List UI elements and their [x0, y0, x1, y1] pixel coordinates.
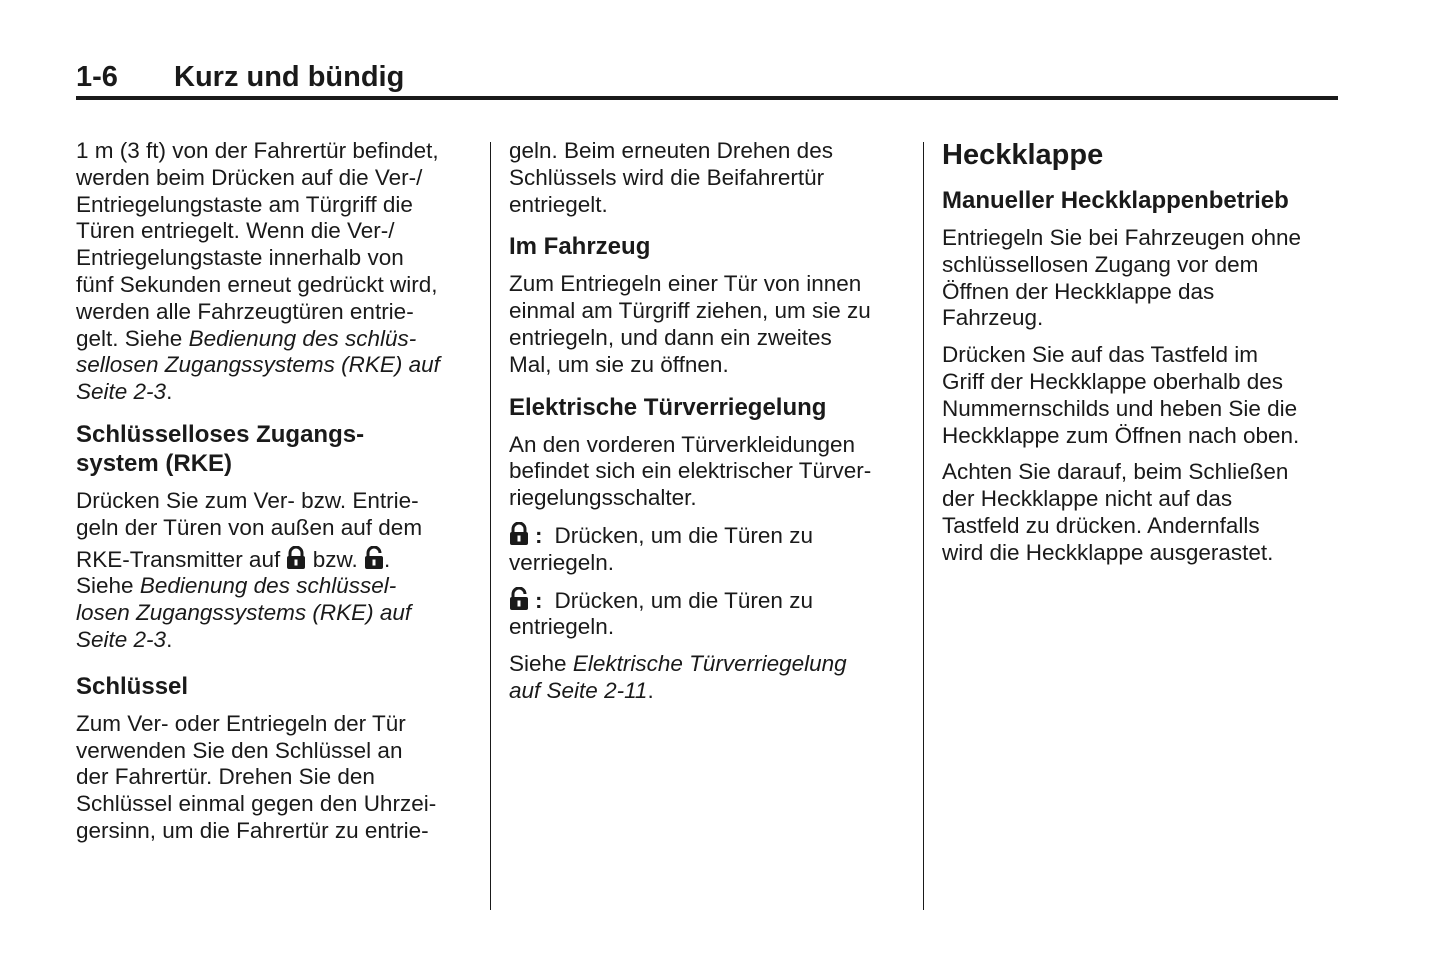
- text-line: Zum Ver- oder Entriegeln der Tür: [76, 710, 406, 736]
- text-fragment: gelt. Siehe: [76, 325, 189, 351]
- heading-manual-liftgate: Manueller Heckklappenbetrieb: [942, 187, 1289, 214]
- cross-reference[interactable]: losen Zugangssystems (RKE) auf: [76, 600, 412, 626]
- column-2: [509, 138, 909, 715]
- heading-key: Schlüssel: [76, 672, 189, 700]
- text-line: der Fahrertür. Drehen Sie den: [76, 764, 375, 790]
- heading-power-locks: Elektrische Türverriegelung: [509, 393, 827, 421]
- text-fragment: .: [166, 626, 173, 652]
- text-line: Griff der Heckklappe oberhalb des: [942, 368, 1284, 394]
- column-divider-2: [923, 142, 924, 910]
- text-line: Entriegeln Sie bei Fahrzeugen ohne: [942, 225, 1302, 250]
- cross-reference[interactable]: auf Seite 2-11: [509, 677, 648, 703]
- text-line: Zum Entriegeln einer Tür von innen: [509, 271, 862, 297]
- heading-liftgate: Heckklappe: [942, 139, 1104, 171]
- text-line: wird die Heckklappe ausgerastet.: [942, 539, 1274, 565]
- lock-open-icon: [509, 587, 529, 611]
- paragraph-key: [76, 711, 476, 845]
- text-line: geln. Beim erneuten Drehen des: [509, 138, 833, 163]
- text-line: verriegeln.: [509, 549, 615, 575]
- heading-rke-system: [76, 420, 476, 478]
- text-line: einmal am Türgriff ziehen, um sie zu: [509, 298, 871, 324]
- text-fragment: Siehe: [509, 651, 573, 677]
- text-line: Tastfeld zu drücken. Andernfalls: [942, 512, 1260, 538]
- text-line: Nummernschilds und heben Sie die: [942, 395, 1298, 421]
- lock-instruction: [509, 522, 909, 577]
- paragraph-rke-usage: [76, 488, 476, 654]
- text-line: werden beim Drücken auf die Ver-/: [76, 164, 423, 190]
- text-fragment: .: [647, 677, 654, 703]
- heading-line: Schlüsselloses Zugangs-: [76, 420, 365, 448]
- text-fragment: bzw.: [306, 546, 364, 572]
- cross-reference[interactable]: Seite 2-3: [76, 379, 167, 405]
- column-1: [76, 138, 476, 855]
- heading-inside-vehicle: Im Fahrzeug: [509, 233, 651, 261]
- lock-closed-icon: [286, 546, 306, 570]
- paragraph-rke-range: [76, 138, 476, 406]
- cross-reference[interactable]: sellosen Zugangssystems (RKE) auf: [76, 352, 440, 378]
- paragraph-liftgate-open: [942, 342, 1342, 449]
- cross-reference[interactable]: Seite 2-3: [76, 626, 167, 652]
- text-line: befindet sich ein elektrischer Türver-: [509, 458, 872, 484]
- text-line: entriegeln.: [509, 614, 615, 640]
- paragraph-liftgate-unlock: [942, 225, 1342, 332]
- text-line: werden alle Fahrzeugtüren entrie-: [76, 298, 414, 324]
- text-line: Mal, um sie zu öffnen.: [509, 351, 729, 377]
- paragraph-power-locks: [509, 432, 909, 512]
- paragraph-inside-vehicle: [509, 271, 909, 378]
- text-line: der Heckklappe nicht auf das: [942, 486, 1233, 512]
- cross-reference[interactable]: Bedienung des schlüssel-: [139, 573, 397, 599]
- text-line: 1 m (3 ft) von der Fahrertür befindet,: [76, 138, 439, 163]
- text-line: verwenden Sie den Schlüssel an: [76, 737, 403, 763]
- separator: :: [535, 522, 543, 548]
- page-header: [76, 58, 1338, 100]
- cross-reference[interactable]: Bedienung des schlüs-: [188, 325, 417, 351]
- text-line: entriegelt.: [509, 191, 608, 217]
- text-fragment: Drücken, um die Türen zu: [554, 522, 813, 548]
- text-line: Türen entriegelt. Wenn die Ver-/: [76, 218, 395, 244]
- text-line: Entriegelungstaste innerhalb von: [76, 245, 404, 271]
- text-fragment: RKE-Transmitter auf: [76, 546, 287, 572]
- unlock-instruction: [509, 587, 909, 642]
- text-line: Öffnen der Heckklappe das: [942, 278, 1215, 304]
- paragraph-key-continued: [509, 138, 909, 218]
- cross-reference[interactable]: Elektrische Türverriegelung: [572, 651, 847, 677]
- column-3: [942, 138, 1342, 577]
- text-line: Drücken Sie auf das Tastfeld im: [942, 342, 1258, 368]
- text-line: Drücken Sie zum Ver- bzw. Entrie-: [76, 487, 419, 513]
- lock-open-icon: [364, 546, 384, 570]
- heading-line: system (RKE): [76, 449, 233, 477]
- paragraph-see-power-locks: [509, 651, 909, 705]
- text-line: gersinn, um die Fahrertür zu entrie-: [76, 817, 429, 843]
- text-line: Entriegelungstaste am Türgriff die: [76, 191, 413, 217]
- text-line: Fahrzeug.: [942, 305, 1044, 331]
- text-line: Achten Sie darauf, beim Schließen: [942, 459, 1289, 485]
- page-number: 1-6: [76, 61, 118, 93]
- separator: :: [535, 587, 543, 613]
- paragraph-liftgate-close: [942, 459, 1342, 566]
- text-line: Heckklappe zum Öffnen nach oben.: [942, 422, 1300, 448]
- page-title: Kurz und bündig: [174, 61, 405, 93]
- text-line: entriegeln, und dann ein zweites: [509, 324, 832, 350]
- text-line: schlüssellosen Zugang vor dem: [942, 251, 1259, 277]
- text-line: Schlüssels wird die Beifahrertür: [509, 164, 825, 190]
- text-fragment: .: [384, 546, 391, 572]
- column-divider-1: [490, 142, 491, 910]
- text-line: Schlüssel einmal gegen den Uhrzei-: [76, 791, 437, 817]
- text-fragment: Drücken, um die Türen zu: [554, 587, 813, 613]
- text-line: An den vorderen Türverkleidungen: [509, 431, 856, 457]
- text-fragment: .: [166, 379, 173, 405]
- text-line: riegelungsschalter.: [509, 485, 697, 511]
- lock-closed-icon: [509, 522, 529, 546]
- text-line: geln der Türen von außen auf dem: [76, 514, 423, 540]
- text-fragment: Siehe: [76, 573, 140, 599]
- text-line: fünf Sekunden erneut gedrückt wird,: [76, 271, 438, 297]
